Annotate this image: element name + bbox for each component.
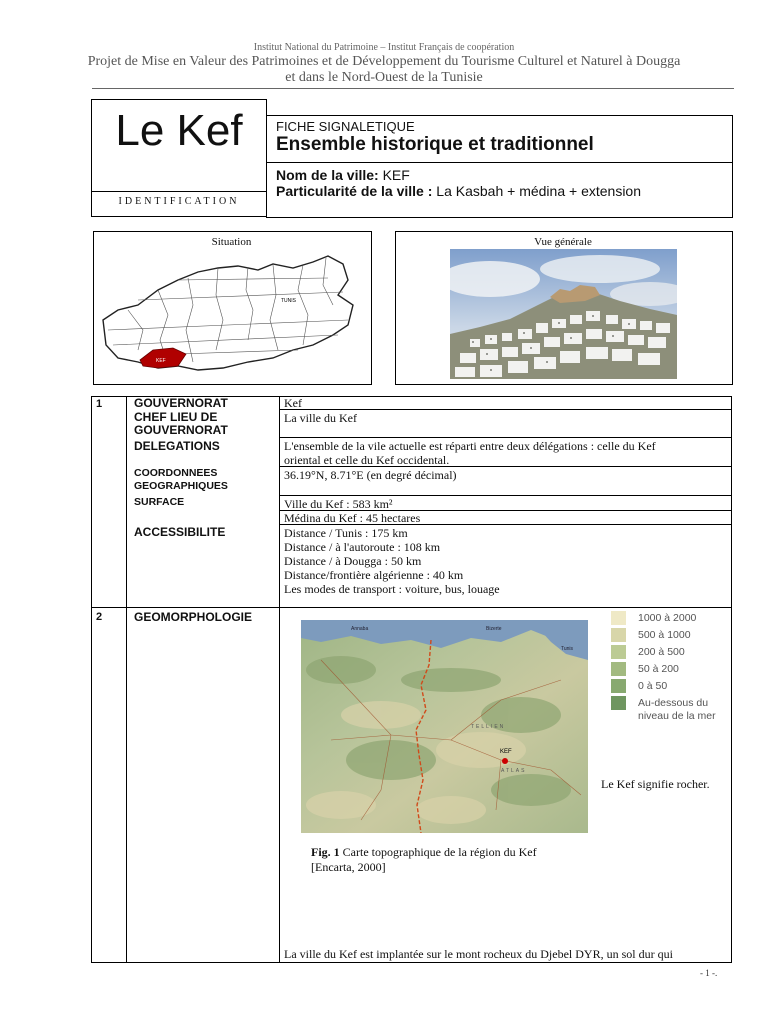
section-number-2: 2 (96, 611, 103, 623)
legend-swatch (611, 679, 626, 693)
situation-label: Situation (211, 236, 252, 248)
legend-row (611, 678, 761, 693)
legend-label: 1000 à 2000 (638, 612, 697, 624)
surface-value-2: Médina du Kef : 45 hectares (284, 511, 421, 525)
particularite-line (276, 183, 641, 199)
figure-title: Carte topographique de la région du Kef (339, 845, 537, 859)
accessibilite-line: Distance / à Dougga : 50 km (284, 554, 422, 568)
topo-tellien-label: TELLIEN (471, 724, 506, 730)
topo-annaba-label: Annaba (351, 626, 369, 632)
figure-source: [Encarta, 2000] (311, 860, 386, 874)
accessibilite-line: Distance/frontière algérienne : 40 km (284, 568, 464, 582)
fiche-title: Ensemble historique et traditionnel (276, 134, 594, 155)
particularite-label: Particularité de la ville : (276, 183, 433, 199)
legend-swatch (611, 611, 626, 625)
situation-map (98, 250, 360, 380)
legend-swatch (611, 662, 626, 676)
ville-name-line (276, 167, 410, 183)
surface-label: SURFACE (134, 496, 185, 508)
legend-label: 0 à 50 (638, 680, 668, 692)
chef-lieu-value: La ville du Kef (284, 411, 357, 425)
legend-label: niveau de la mer (638, 710, 716, 722)
legend-row (611, 708, 761, 723)
accessibilite-line: Distance / à l'autoroute : 108 km (284, 540, 441, 554)
table-left-rule (91, 396, 92, 962)
table-bottom-rule (91, 962, 732, 963)
delegations-value-1: L'ensemble de la vile actuelle est réparti entre deux délégations : celle du Kef (284, 439, 656, 453)
figure-caption (311, 845, 591, 875)
header-project-line2: et dans le Nord-Ouest de la Tunisie (285, 70, 483, 85)
accessibilite-line: Distance / Tunis : 175 km (284, 526, 408, 540)
fiche-rule (266, 162, 733, 163)
row-rule (279, 409, 732, 410)
row-rule (279, 437, 732, 438)
topo-tunis-label: Tunis (561, 646, 574, 652)
accessibilite-values (284, 526, 500, 596)
topo-bizerte-label: Bizerte (486, 626, 502, 632)
chef-lieu-label-1: CHEF LIEU DE (134, 410, 218, 424)
accessibilite-line: Les modes de transport : voiture, bus, louage (284, 582, 500, 596)
topographic-map (301, 620, 588, 833)
city-title: Le Kef (115, 106, 243, 155)
page-number: - 1 -. (700, 968, 718, 978)
legend-label: 50 à 200 (638, 663, 679, 675)
description-text: La ville du Kef est implantée sur le mont rocheux du Djebel DYR, un sol dur qui (284, 947, 673, 961)
accessibilite-label: ACCESSIBILITE (134, 525, 226, 539)
section-number-1: 1 (96, 398, 103, 410)
geomorphologie-label: GEOMORPHOLOGIE (134, 610, 253, 624)
label-column-rule (279, 396, 280, 962)
topo-kef-label: KEF (500, 749, 512, 755)
particularite-value: La Kasbah + médina + extension (432, 183, 641, 199)
section-rule (91, 607, 732, 608)
identification-label: IDENTIFICATION (118, 196, 240, 207)
header-project-line1: Projet de Mise en Valeur des Patrimoines et de Développement du Tourisme Culturel et Naturel à Dougga (87, 54, 681, 69)
number-column-rule (126, 396, 127, 962)
coordonnees-value: 36.19°N, 8.71°E (en degré décimal) (284, 468, 457, 482)
kef-meaning: Le Kef signifie rocher. (601, 777, 710, 791)
surface-value-1: Ville du Kef : 583 km² (284, 497, 393, 511)
legend-label: 200 à 500 (638, 646, 685, 658)
identification-rule (91, 191, 266, 192)
legend-swatch (611, 645, 626, 659)
situation-tunis-label: TUNIS (281, 298, 296, 304)
delegations-value-2: oriental et celle du Kef occidental. (284, 453, 450, 467)
vue-generale-photo (450, 249, 677, 379)
chef-lieu-label-2: GOUVERNORAT (134, 423, 228, 437)
legend-label: 500 à 1000 (638, 629, 691, 641)
delegations-label: DELEGATIONS (134, 439, 220, 453)
gouvernorat-label: GOUVERNORAT (134, 396, 228, 410)
header-project (0, 54, 768, 86)
topo-atlas-label: ATLAS (501, 768, 527, 774)
ville-name-value: KEF (378, 167, 410, 183)
figure-number: Fig. 1 (311, 845, 340, 859)
legend-swatch (611, 628, 626, 642)
situation-kef-label: KEF (156, 358, 166, 364)
row-rule (279, 495, 732, 496)
gouvernorat-value: Kef (284, 396, 302, 410)
coordonnees-label-2: GEOGRAPHIQUES (134, 480, 228, 492)
vue-label: Vue générale (534, 236, 592, 248)
legend-row (611, 627, 761, 642)
legend-row (611, 610, 761, 625)
legend-row (611, 644, 761, 659)
legend-row (611, 661, 761, 676)
legend-label: Au-dessous du (638, 697, 709, 709)
coordonnees-label-1: COORDONNEES (134, 467, 218, 479)
ville-name-label: Nom de la ville: (276, 167, 379, 183)
header-institution: Institut National du Patrimoine – Institut Français de coopération (253, 42, 515, 53)
fiche-label: FICHE SIGNALETIQUE (276, 119, 415, 134)
header-rule (92, 88, 734, 89)
